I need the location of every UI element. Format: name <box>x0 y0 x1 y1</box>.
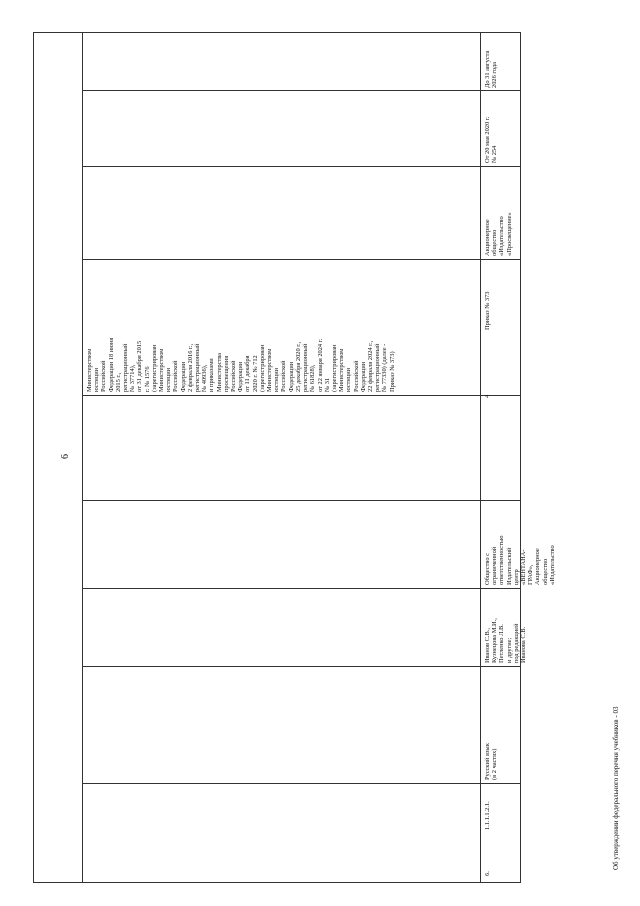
textbook-title: Русский язык (в 2 частях) <box>484 743 499 780</box>
footer-note: Об утверждении федерального перечня учебников - 03 <box>612 706 620 870</box>
table-border-top <box>33 32 521 33</box>
order-short: Приказ № 373 <box>484 291 491 330</box>
row-number: 6. <box>484 871 491 876</box>
table-divider <box>82 32 83 882</box>
table-row-divider <box>82 588 521 589</box>
order-text: Министерством юстиции Российской Федерации 18 июня 2015 г., регистрационный № 37714), от 31 декабря 2015 г. № 1576 (зарегистрирован Министерством юстиции Российской Федерации 2 февраля 2016 г., регистрационный № 40936), и приказами Министерства просвещения Российской Федерации от 11 декабря 2020 г. № 712 (зарегистрирован Министерством юстиции Российской Федерации 25 декабря 2020 г., регистрационный № 61828), от 22 января 2024 г. № 31 (зарегистрирован Министерством юстиции Российской Федерации 22 февраля 2024 г., регистрационный № 77330) (далее - Приказ № 373) <box>86 337 396 392</box>
table-row-divider <box>82 500 521 501</box>
textbook-authors: Иванов С.В., Кузнецова М.И., Петленко Л.В. и другие; под редакцией Иванова С.В. <box>484 618 528 663</box>
table-divider <box>480 32 481 882</box>
table-border-left <box>33 32 34 882</box>
table-border-bottom <box>33 882 521 883</box>
grade-level: 4 <box>484 394 491 398</box>
page-number: 6 <box>60 454 71 459</box>
table-row-divider <box>82 259 521 260</box>
table-border-right <box>520 32 521 882</box>
table-row-divider <box>82 666 521 667</box>
table-row-divider <box>82 90 521 91</box>
order-date: От 20 мая 2020 г. № 254 <box>484 116 499 163</box>
table-row-divider <box>82 395 521 396</box>
table-row-divider <box>82 783 521 784</box>
textbook-code: 1.1.1.1.2.1. <box>484 801 491 830</box>
organization: Акционерное общество «Издательство «Просвещение» <box>484 212 513 256</box>
textbook-publisher: Общество с ограниченной ответственностью Издательский центр «ВЕНТАНА- ГРАФ», Акционерное общество «Издательство <box>484 535 556 585</box>
valid-until: До 31 августа 2026 года <box>484 50 499 88</box>
table-row-divider <box>82 166 521 167</box>
